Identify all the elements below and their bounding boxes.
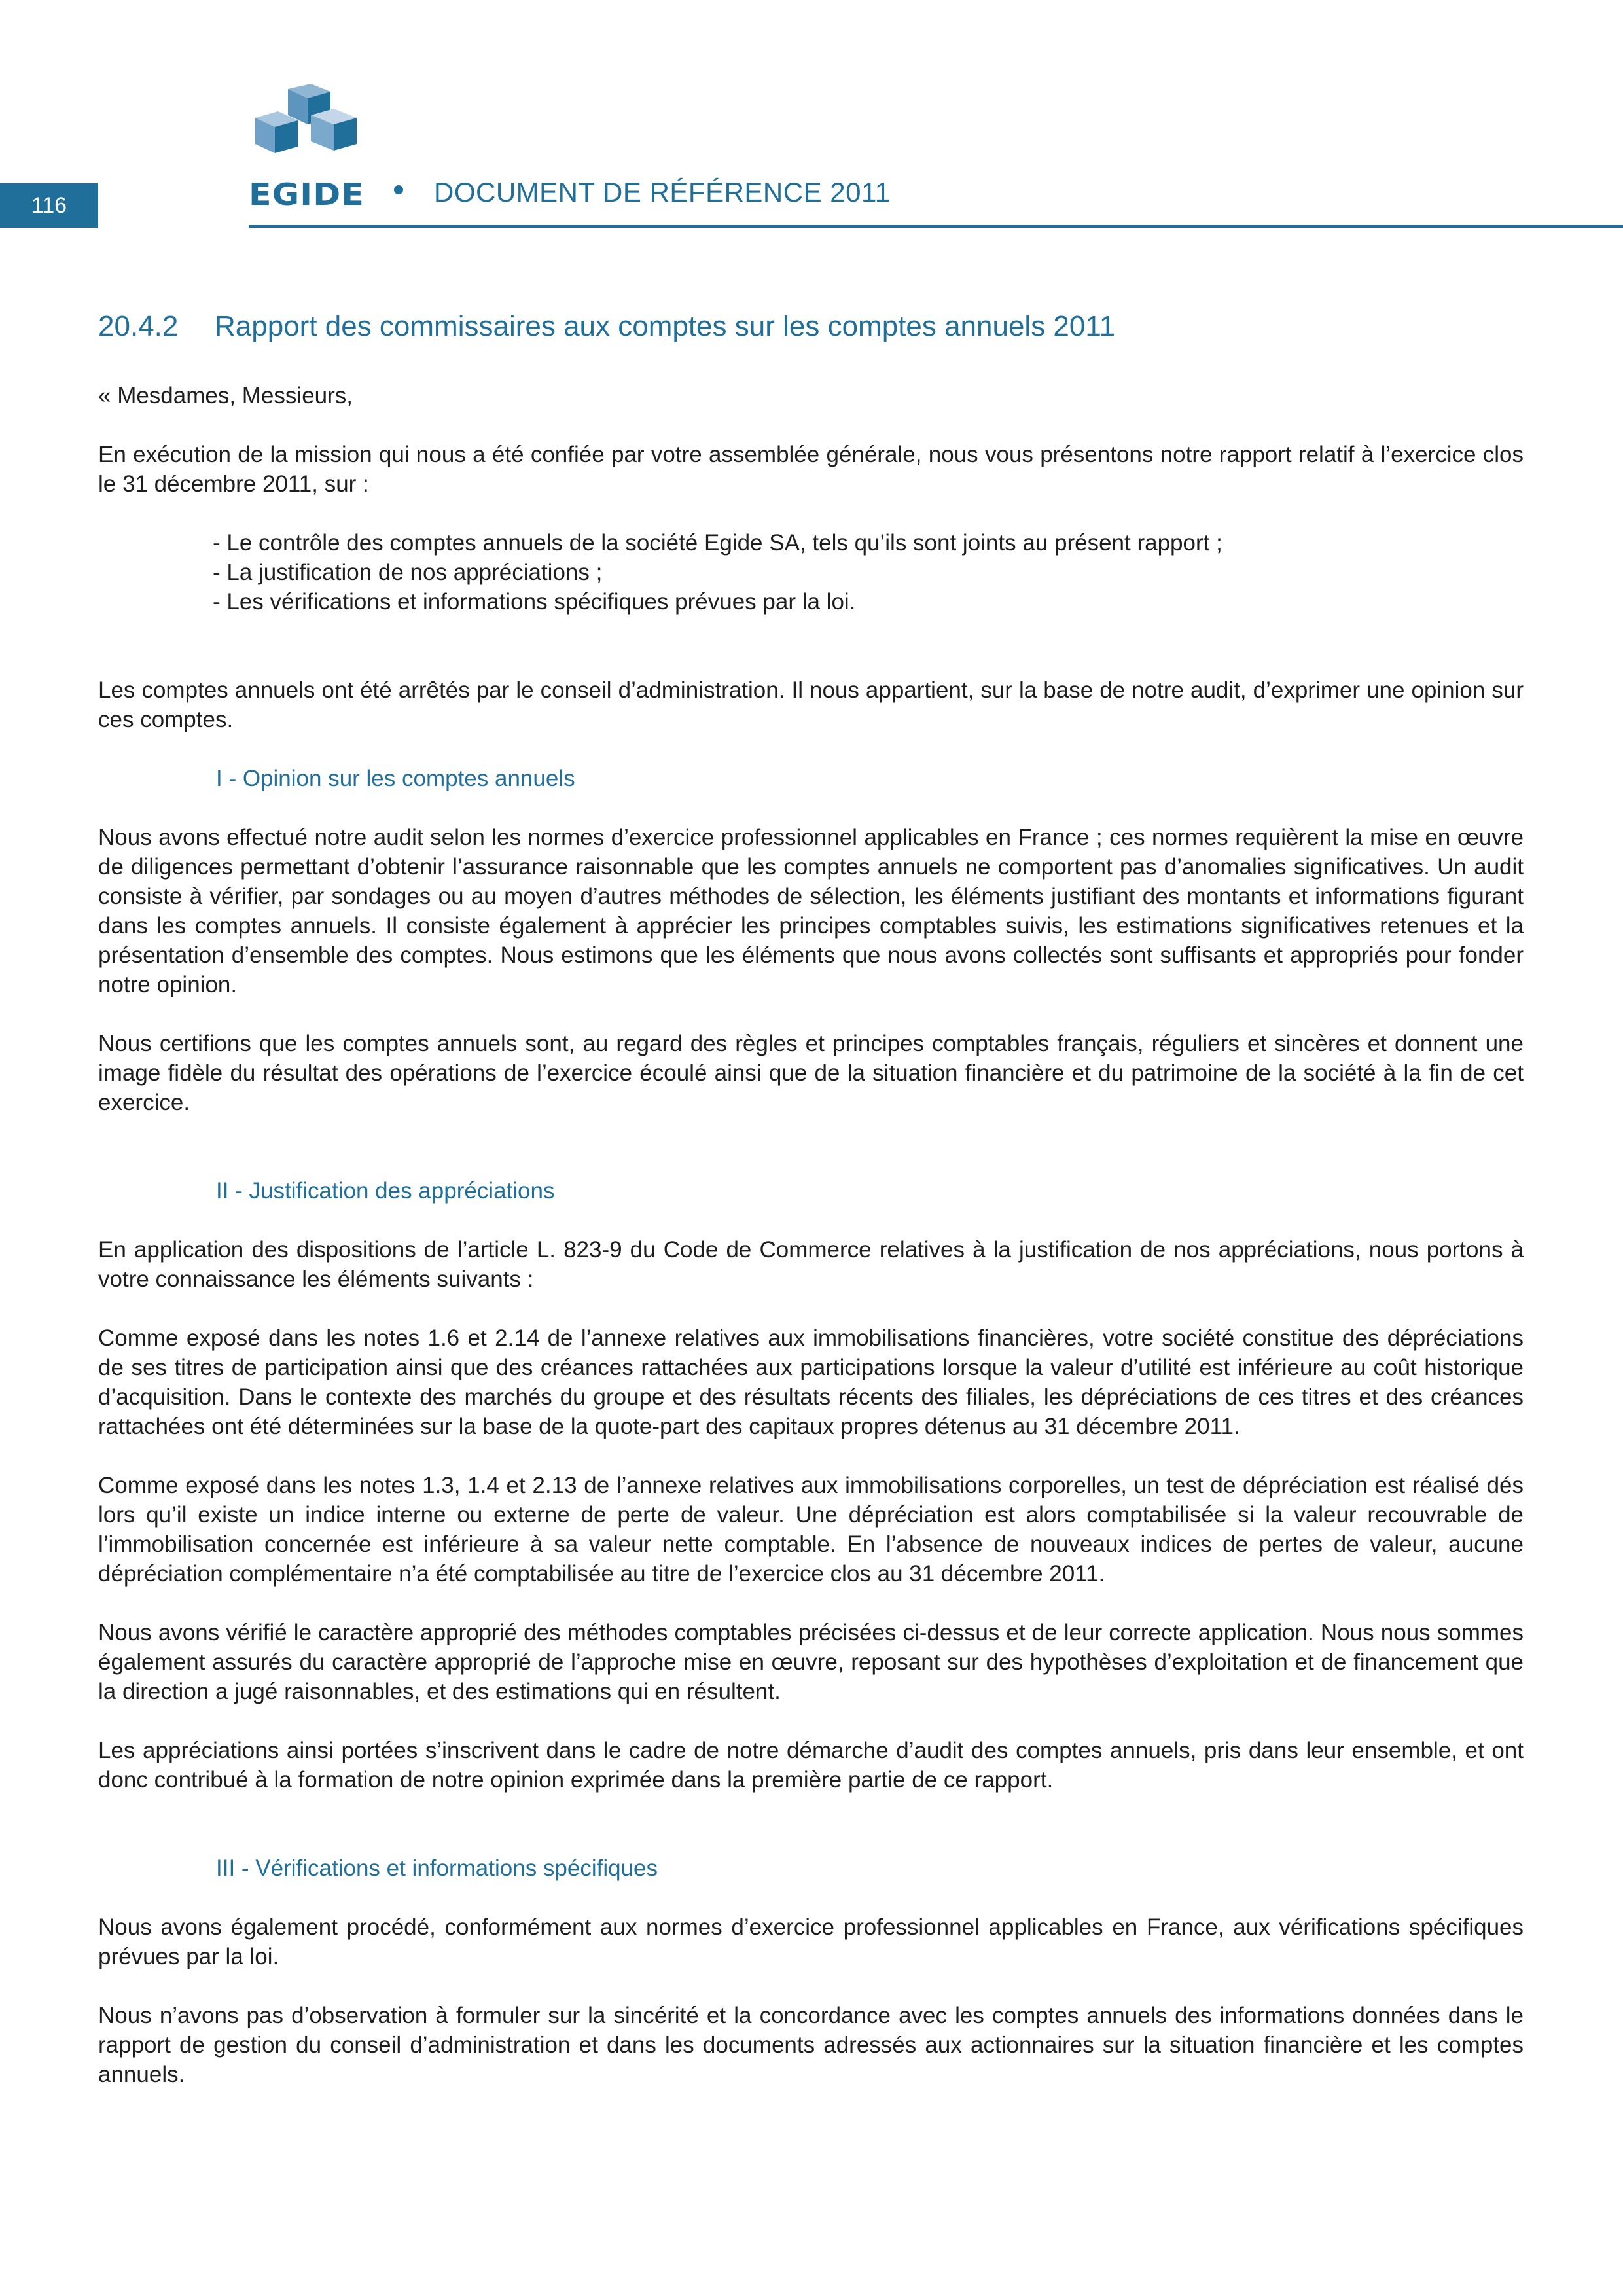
paragraph: Nous avons vérifié le caractère approprié des méthodes comptables précisées ci-dessus et de leur correcte application. Nous nous sommes également assurés du caractère approprié de l’approche mise en œuvre, reposant sur des hypothèses d’exploitation et de financement que la direction a jugé raisonnables, et des estimations qui en résultent. (98, 1620, 1524, 1704)
header-rule (249, 225, 1623, 228)
paragraph: Les appréciations ainsi portées s’inscrivent dans le cadre de notre démarche d’audit des comptes annuels, pris dans leur ensemble, et ont donc contribué à la formation de notre opinion exprimée dans la première partie de ce rapport. (98, 1738, 1524, 1793)
intro-closing: Les comptes annuels ont été arrêtés par le conseil d’administration. Il nous appartient, sur la base de notre audit, d’exprimer une opinion sur ces comptes. (98, 677, 1524, 732)
document-title: DOCUMENT DE RÉFÉRENCE 2011 (434, 177, 891, 207)
paragraph: Nous avons effectué notre audit selon les normes d’exercice professionnel applicables en France ; ces normes requièrent la mise en œuvre de diligences permettant d’obtenir l’assurance raisonnable que les comptes annuels ne comportent pas d’anomalies significatives. Un audit consiste à vérifier, par sondages ou au moyen d’autres méthodes de sélection, les éléments justifiant des montants et informations figurant dans les comptes annuels. Il consiste également à apprécier les principes comptables suivis, les estimations significatives retenues et la présentation d’ensemble des comptes. Nous estimons que les éléments que nous avons collectés sont suffisants et appropriés pour fonder notre opinion. (98, 825, 1524, 997)
list-item: - Les vérifications et informations spécifiques prévues par la loi. (213, 589, 856, 615)
scope-list (98, 528, 1524, 617)
paragraph: Nous certifions que les comptes annuels sont, au regard des règles et principes comptables français, réguliers et sincères et donnent une image fidèle du résultat des opérations de l’exercice écoulé ainsi que de la situation financière et du patrimoine de la société à la fin de cet exercice. (98, 1031, 1524, 1115)
part3-heading: III - Vérifications et informations spécifiques (216, 1856, 658, 1881)
intro-paragraph: En exécution de la mission qui nous a été confiée par votre assemblée générale, nous vous présentons notre rapport relatif à l’exercice clos le 31 décembre 2011, sur : (98, 442, 1524, 497)
section-heading (98, 310, 1524, 343)
section-title: Rapport des commissaires aux comptes sur les comptes annuels 2011 (215, 310, 1116, 342)
part1-heading: I - Opinion sur les comptes annuels (216, 766, 575, 791)
list-item: - Le contrôle des comptes annuels de la société Egide SA, tels qu’ils sont joints au présent rapport ; (213, 530, 1222, 556)
paragraph: Comme exposé dans les notes 1.6 et 2.14 de l’annexe relatives aux immobilisations financières, votre société constitue des dépréciations de ses titres de participation ainsi que des créances rattachées aux participations lorsque la valeur d’utilité est inférieure au coût historique d’acquisition. Dans le contexte des marchés du groupe et des résultats récents des filiales, les dépréciations de ces titres et des créances rattachées ont été déterminées sur la base de la quote-part des capitaux propres détenus au 31 décembre 2011. (98, 1325, 1524, 1439)
logo-wordmark: EGIDE (249, 177, 365, 212)
list-item: - La justification de nos appréciations ; (213, 560, 603, 585)
report-body (98, 310, 1524, 2119)
header-bullet (394, 185, 403, 194)
part2-heading: II - Justification des appréciations (216, 1178, 555, 1204)
paragraph: Nous n’avons pas d’observation à formuler sur la sincérité et la concordance avec les comptes annuels des informations données dans le rapport de gestion du conseil d’administration et dans les documents adressés aux actionnaires sur la situation financière et les comptes annuels. (98, 2003, 1524, 2087)
page-number: 116 (0, 183, 98, 228)
paragraph: Nous avons également procédé, conformément aux normes d’exercice professionnel applicables en France, aux vérifications spécifiques prévues par la loi. (98, 1914, 1524, 1969)
paragraph: En application des dispositions de l’article L. 823-9 du Code de Commerce relatives à la justification de nos appréciations, nous portons à votre connaissance les éléments suivants : (98, 1237, 1524, 1292)
paragraph: Comme exposé dans les notes 1.3, 1.4 et 2.13 de l’annexe relatives aux immobilisations corporelles, un test de dépréciation est réalisé dés lors qu’il existe un indice interne ou externe de perte de valeur. Une dépréciation est alors comptabilisée si la valeur recouvrable de l’immobilisation concernée est inférieure à sa valeur nette comptable. En l’absence de nouveaux indices de pertes de valeur, aucune dépréciation complémentaire n’a été comptabilisée au titre de l’exercice clos au 31 décembre 2011. (98, 1473, 1524, 1587)
section-number: 20.4.2 (98, 310, 179, 342)
greeting: « Mesdames, Messieurs, (98, 383, 353, 408)
